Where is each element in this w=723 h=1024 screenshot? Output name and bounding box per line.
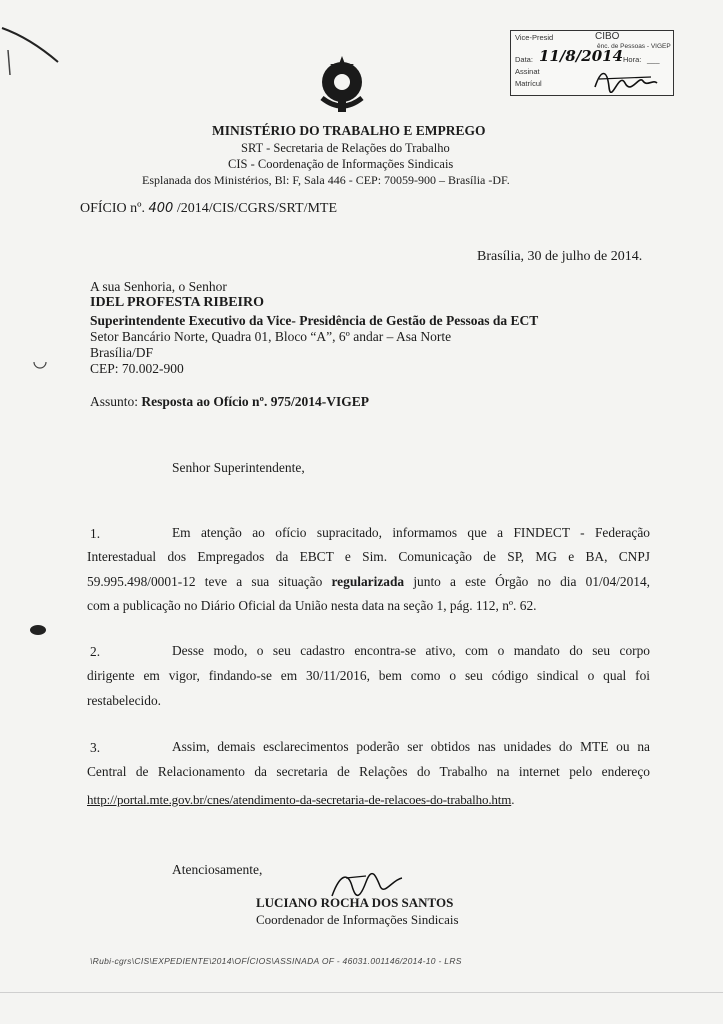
paragraph-line: Central de Relacionamento da secretaria de Relações do Trabalho na internet pelo endereço <box>87 764 650 779</box>
paragraph-line: restabelecido. <box>87 692 161 708</box>
text-segment: junto a este Órgão no dia 01/04/2014, <box>413 573 651 589</box>
portal-link-line <box>87 792 514 808</box>
subject-label: Assunto: <box>90 394 139 409</box>
scan-artifact-mark <box>0 20 70 80</box>
paragraph-3-body <box>87 760 650 785</box>
recipient-salutation: A sua Senhoria, o Senhor <box>90 279 227 294</box>
stamp-signature-scribble <box>591 65 661 93</box>
stamp-header: CIBO <box>595 31 620 42</box>
subject-text: Resposta ao Ofício nº. 975/2014-VIGEP <box>141 394 369 409</box>
paragraph-2-first-line <box>172 639 650 664</box>
subject-line <box>90 394 369 410</box>
stamp-time-label: Hora: <box>623 55 642 64</box>
recipient-title: Superintendente Executivo da Vice- Presidência de Gestão de Pessoas da ECT <box>90 313 539 328</box>
stamp-signature-label: Assinat <box>515 67 540 76</box>
signer-role: Coordenador de Informações Sindicais <box>256 912 459 927</box>
bold-term: regularizada <box>331 573 405 589</box>
stamp-time-value: ___ <box>647 55 660 64</box>
coordination-line: CIS - Coordenação de Informações Sindicais <box>228 157 454 171</box>
stamp-department: ênc. de Pessoas - VIGEP <box>597 43 671 50</box>
file-path-footer: \Rubi-cgrs\CIS\EXPEDIENTE\2014\OFÍCIOS\ASSINADA OF - 46031.001146/2014-10 - LRS <box>90 956 462 966</box>
portal-link[interactable]: http://portal.mte.gov.br/cnes/atendimento-da-secretaria-de-relacoes-do-trabalho.htm <box>87 792 512 807</box>
stamp-date-label: Data: <box>515 55 533 64</box>
recipient-city: Brasília/DF <box>90 345 153 360</box>
paragraph-line: Desse modo, o seu cadastro encontra-se ativo, com o mandato do seu corpo <box>172 643 650 658</box>
recipient-address: Setor Bancário Norte, Quadra 01, Bloco “A”, 6º andar – Asa Norte <box>90 329 452 344</box>
reference-prefix: OFÍCIO nº. <box>80 201 146 216</box>
paragraph-2-body <box>87 664 650 713</box>
text-segment: 59.995.498/0001-12 teve a sua situação <box>87 573 323 589</box>
paragraph-line: Assim, demais esclarecimentos poderão ser obtidos nas unidades do MTE ou na <box>172 739 650 754</box>
paragraph-line: dirigente em vigor, findando-se em 30/11/2016, bem como o seu código sindical o qual foi <box>87 668 650 683</box>
reference-suffix: /2014/CIS/CGRS/SRT/MTE <box>176 201 338 216</box>
scan-blot-mark <box>28 622 48 638</box>
ministry-title: MINISTÉRIO DO TRABALHO E EMPREGO <box>212 123 486 138</box>
paragraph-3-first-line <box>172 735 650 760</box>
reference-number: 400 <box>148 201 174 216</box>
paragraph-3-number: 3. <box>90 740 101 755</box>
page-bottom-edge <box>0 992 723 993</box>
secretariat-line: SRT - Secretaria de Relações do Trabalho <box>241 141 450 155</box>
stamp-date-value: 11/8/2014 <box>539 47 624 65</box>
letterhead-address: Esplanada dos Ministérios, Bl: F, Sala 446 - CEP: 70059-900 – Brasília -DF. <box>142 173 510 187</box>
office-reference <box>80 201 337 217</box>
greeting: Senhor Superintendente, <box>172 460 305 475</box>
date-line: Brasília, 30 de julho de 2014. <box>477 249 643 264</box>
paragraph-line: Em atenção ao ofício supracitado, informamos que a FINDECT - Federação <box>172 525 650 540</box>
receipt-stamp <box>510 30 674 96</box>
recipient-name: IDEL PROFESTA RIBEIRO <box>90 295 265 310</box>
scan-hole-mark <box>30 352 50 372</box>
signer-name: LUCIANO ROCHA DOS SANTOS <box>256 895 454 910</box>
paragraph-1-number: 1. <box>90 526 101 541</box>
paragraph-line: com a publicação no Diário Oficial da União nesta data na seção 1, pág. 112, nº. 62. <box>87 598 537 614</box>
coat-of-arms-emblem <box>314 52 370 116</box>
closing: Atenciosamente, <box>172 862 263 877</box>
link-trailing-period: . <box>511 792 515 807</box>
stamp-row-label: Vice-Presid <box>515 33 554 42</box>
paragraph-line-with-bold <box>87 570 650 595</box>
paragraph-line: Interestadual dos Empregados da EBCT e Sim. Comunicação de SP, MG e BA, CNPJ <box>87 549 650 564</box>
paragraph-1-first-line <box>172 521 650 546</box>
recipient-cep: CEP: 70.002-900 <box>90 361 184 376</box>
paragraph-1-body <box>87 545 650 619</box>
paragraph-2-number: 2. <box>90 644 101 659</box>
stamp-registration-label: Matrícul <box>515 79 542 88</box>
